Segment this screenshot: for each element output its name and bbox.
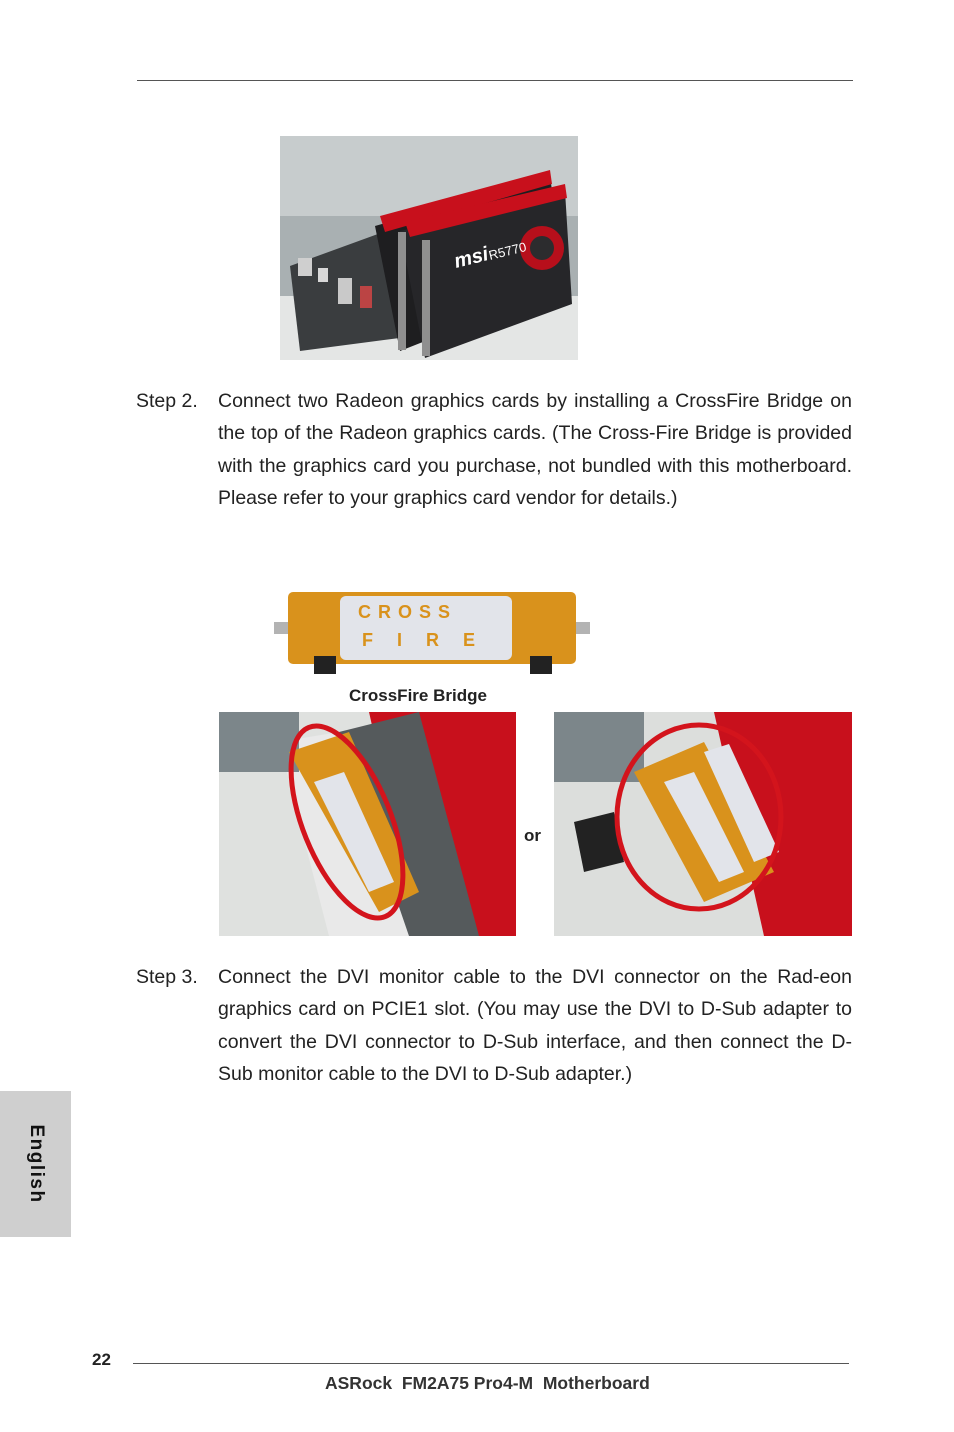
footer-rule: [133, 1363, 849, 1364]
bridge-installed-photo-double: [554, 712, 852, 936]
step-2-number: Step 2.: [136, 390, 198, 412]
header-rule: [137, 80, 853, 81]
language-tab: [0, 1091, 71, 1237]
step-2-text: Connect two Radeon graphics cards by installing a CrossFire Bridge on the top of the Radeon graphics cards. (The Cross-Fire Bridge is provided with the graphics card you purchase, not bundled with this motherboard. Please refer to your graphics card vendor for details.): [218, 390, 852, 509]
step-2: [136, 385, 852, 514]
bridge-installed-photo-single: [219, 712, 516, 936]
bridge-word-cross: CROSS: [358, 602, 458, 622]
language-tab-label: English: [25, 1124, 47, 1204]
step-3-text: Connect the DVI monitor cable to the DVI connector on the Rad-eon graphics card on PCIE1 slot. (You may use the DVI to D-Sub adapter to convert the DVI connector to D-Sub interface, and then connect the D-Sub monitor cable to the DVI to D-Sub adapter.): [218, 966, 852, 1085]
card-brand-label: msi: [451, 243, 491, 273]
crossfire-bridge-photo: [274, 584, 590, 676]
page-number: 22: [92, 1350, 111, 1369]
footer-title: ASRock FM2A75 Pro4-M Motherboard: [325, 1373, 650, 1393]
bridge-word-fire: FIRE: [362, 630, 500, 650]
card-model-label: R5770: [487, 239, 528, 263]
step-3: [136, 961, 852, 1090]
or-label: or: [524, 826, 541, 845]
crossfire-bridge-caption: CrossFire Bridge: [349, 686, 487, 705]
step-3-number: Step 3.: [136, 966, 198, 988]
graphics-cards-photo: [280, 136, 578, 360]
